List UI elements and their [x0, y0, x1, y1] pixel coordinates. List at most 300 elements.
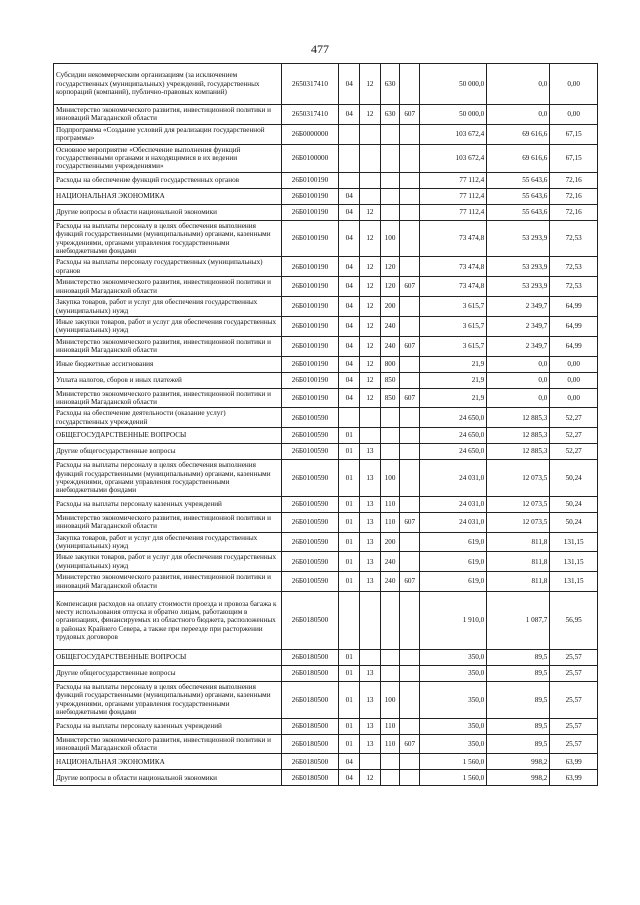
cell-subsection: 13 — [360, 532, 381, 552]
cell-code: 26Б0100590 — [281, 552, 339, 572]
cell-code: 26Б0100190 — [281, 188, 339, 204]
cell-section: 01 — [339, 666, 360, 682]
cell-subsection — [360, 124, 381, 144]
cell-ministry-code: 607 — [400, 734, 420, 754]
cell-executed: 998,2 — [487, 770, 550, 786]
table-row — [54, 592, 598, 650]
table-row — [54, 532, 598, 552]
cell-code: 26Б0100590 — [281, 512, 339, 532]
cell-executed: 53 293,9 — [487, 220, 550, 257]
cell-ministry-code — [400, 666, 420, 682]
cell-name: НАЦИОНАЛЬНАЯ ЭКОНОМИКА — [54, 754, 282, 770]
cell-executed: 12 885,3 — [487, 408, 550, 428]
cell-code: 26Б0100190 — [281, 277, 339, 297]
cell-code: 26Б0100000 — [281, 144, 339, 172]
cell-ministry-code — [400, 460, 420, 497]
cell-ministry-code — [400, 552, 420, 572]
cell-planned: 24 650,0 — [420, 428, 487, 444]
cell-section: 04 — [339, 356, 360, 372]
cell-section: 04 — [339, 105, 360, 125]
cell-ministry-code — [400, 124, 420, 144]
cell-expense-type: 100 — [380, 460, 400, 497]
cell-percent: 64,99 — [550, 297, 598, 317]
cell-subsection: 13 — [360, 512, 381, 532]
cell-code: 26Б0180500 — [281, 650, 339, 666]
cell-section: 01 — [339, 682, 360, 719]
cell-percent: 72,53 — [550, 257, 598, 277]
cell-percent: 25,57 — [550, 650, 598, 666]
cell-planned: 3 615,7 — [420, 297, 487, 317]
cell-expense-type — [380, 124, 400, 144]
cell-name: Министерство экономического развития, инвестиционной политики и инноваций Магаданской области — [54, 277, 282, 297]
cell-percent: 131,15 — [550, 552, 598, 572]
cell-executed: 89,5 — [487, 650, 550, 666]
cell-executed: 55 643,6 — [487, 204, 550, 220]
cell-expense-type: 240 — [380, 336, 400, 356]
cell-code: 26Б0100190 — [281, 172, 339, 188]
cell-subsection: 12 — [360, 316, 381, 336]
cell-name: Министерство экономического развития, инвестиционной политики и инноваций Магаданской области — [54, 388, 282, 408]
cell-percent: 50,24 — [550, 460, 598, 497]
cell-executed: 2 349,7 — [487, 316, 550, 336]
cell-section: 04 — [339, 770, 360, 786]
cell-planned: 350,0 — [420, 682, 487, 719]
cell-executed: 811,8 — [487, 552, 550, 572]
table-row — [54, 124, 598, 144]
cell-percent: 72,16 — [550, 172, 598, 188]
cell-section: 04 — [339, 277, 360, 297]
cell-code: 26Б0180500 — [281, 666, 339, 682]
cell-code: 26Б0100190 — [281, 356, 339, 372]
cell-expense-type: 630 — [380, 64, 400, 105]
cell-ministry-code — [400, 257, 420, 277]
cell-percent: 0,00 — [550, 372, 598, 388]
cell-section: 01 — [339, 460, 360, 497]
table-row — [54, 257, 598, 277]
cell-code: 26Б0100190 — [281, 297, 339, 317]
cell-code: 26Б0180500 — [281, 682, 339, 719]
cell-section: 01 — [339, 552, 360, 572]
table-row — [54, 770, 598, 786]
cell-section: 04 — [339, 297, 360, 317]
cell-subsection: 13 — [360, 444, 381, 460]
cell-planned: 77 112,4 — [420, 204, 487, 220]
cell-executed: 0,0 — [487, 388, 550, 408]
cell-name: Расходы на выплаты персоналу в целях обеспечения выполнения функций государственными (муниципальными) органами, казенными учреждениями, органами управления государственными внебюджетными фондами — [54, 220, 282, 257]
cell-ministry-code — [400, 316, 420, 336]
table-row — [54, 297, 598, 317]
cell-ministry-code — [400, 444, 420, 460]
cell-ministry-code — [400, 144, 420, 172]
cell-expense-type: 240 — [380, 316, 400, 336]
cell-section: 04 — [339, 316, 360, 336]
table-row — [54, 64, 598, 105]
cell-planned: 24 650,0 — [420, 408, 487, 428]
table-row — [54, 388, 598, 408]
cell-section: 01 — [339, 650, 360, 666]
cell-section: 01 — [339, 572, 360, 592]
cell-planned: 24 650,0 — [420, 444, 487, 460]
cell-code: 26Б0180500 — [281, 592, 339, 650]
cell-expense-type — [380, 754, 400, 770]
cell-section: 04 — [339, 64, 360, 105]
cell-section — [339, 124, 360, 144]
cell-expense-type — [380, 666, 400, 682]
cell-expense-type: 240 — [380, 572, 400, 592]
cell-section: 01 — [339, 496, 360, 512]
cell-executed: 12 073,5 — [487, 496, 550, 512]
cell-code: 26Б0100590 — [281, 408, 339, 428]
table-row — [54, 316, 598, 336]
cell-percent: 25,57 — [550, 718, 598, 734]
cell-subsection — [360, 428, 381, 444]
table-row — [54, 336, 598, 356]
budget-table-body — [54, 64, 598, 786]
cell-subsection: 13 — [360, 460, 381, 497]
cell-percent: 67,15 — [550, 144, 598, 172]
cell-executed: 89,5 — [487, 666, 550, 682]
cell-executed: 12 073,5 — [487, 512, 550, 532]
cell-name: Расходы на выплаты персоналу казенных учреждений — [54, 496, 282, 512]
cell-executed: 69 616,6 — [487, 124, 550, 144]
cell-percent: 64,99 — [550, 336, 598, 356]
cell-planned: 50 000,0 — [420, 105, 487, 125]
cell-subsection — [360, 754, 381, 770]
cell-executed: 12 073,5 — [487, 460, 550, 497]
cell-code: 26Б0100190 — [281, 257, 339, 277]
cell-subsection — [360, 172, 381, 188]
cell-name: Министерство экономического развития, инвестиционной политики и инноваций Магаданской области — [54, 512, 282, 532]
cell-section: 01 — [339, 532, 360, 552]
cell-name: Расходы на выплаты персоналу государственных (муниципальных) органов — [54, 257, 282, 277]
cell-planned: 3 615,7 — [420, 336, 487, 356]
cell-ministry-code — [400, 682, 420, 719]
cell-subsection: 13 — [360, 552, 381, 572]
cell-planned: 24 031,0 — [420, 512, 487, 532]
table-row — [54, 650, 598, 666]
cell-code: 26Б0100190 — [281, 388, 339, 408]
cell-percent: 52,27 — [550, 428, 598, 444]
table-row — [54, 144, 598, 172]
table-row — [54, 172, 598, 188]
cell-subsection: 13 — [360, 718, 381, 734]
cell-percent: 0,00 — [550, 356, 598, 372]
cell-section: 04 — [339, 257, 360, 277]
cell-name: Расходы на выплаты персоналу казенных учреждений — [54, 718, 282, 734]
cell-section: 04 — [339, 388, 360, 408]
cell-expense-type — [380, 444, 400, 460]
cell-ministry-code — [400, 532, 420, 552]
cell-ministry-code — [400, 592, 420, 650]
cell-subsection: 12 — [360, 64, 381, 105]
cell-section: 04 — [339, 754, 360, 770]
table-row — [54, 512, 598, 532]
cell-percent: 25,57 — [550, 666, 598, 682]
table-row — [54, 444, 598, 460]
cell-expense-type: 110 — [380, 718, 400, 734]
cell-percent: 131,15 — [550, 532, 598, 552]
cell-subsection: 13 — [360, 734, 381, 754]
cell-subsection: 12 — [360, 220, 381, 257]
cell-name: Уплата налогов, сборов и иных платежей — [54, 372, 282, 388]
cell-planned: 619,0 — [420, 572, 487, 592]
cell-name: ОБЩЕГОСУДАРСТВЕННЫЕ ВОПРОСЫ — [54, 650, 282, 666]
cell-name: Министерство экономического развития, инвестиционной политики и инноваций Магаданской области — [54, 734, 282, 754]
cell-name: Расходы на выплаты персоналу в целях обеспечения выполнения функций государственными (муниципальными) органами, казенными учреждениями, органами управления государственными внебюджетными фондами — [54, 460, 282, 497]
cell-planned: 73 474,8 — [420, 257, 487, 277]
cell-expense-type: 110 — [380, 512, 400, 532]
cell-subsection: 12 — [360, 770, 381, 786]
cell-executed: 53 293,9 — [487, 257, 550, 277]
cell-planned: 77 112,4 — [420, 172, 487, 188]
cell-expense-type: 120 — [380, 277, 400, 297]
cell-subsection: 12 — [360, 336, 381, 356]
cell-subsection: 13 — [360, 666, 381, 682]
cell-executed: 0,0 — [487, 372, 550, 388]
cell-ministry-code — [400, 297, 420, 317]
cell-ministry-code — [400, 408, 420, 428]
cell-name: Министерство экономического развития, инвестиционной политики и инноваций Магаданской области — [54, 572, 282, 592]
cell-percent: 72,53 — [550, 220, 598, 257]
cell-section: 01 — [339, 734, 360, 754]
cell-ministry-code: 607 — [400, 336, 420, 356]
cell-planned: 73 474,8 — [420, 220, 487, 257]
cell-subsection — [360, 650, 381, 666]
cell-percent: 50,24 — [550, 496, 598, 512]
cell-executed: 55 643,6 — [487, 172, 550, 188]
cell-executed: 2 349,7 — [487, 336, 550, 356]
cell-percent: 25,57 — [550, 682, 598, 719]
cell-subsection: 12 — [360, 105, 381, 125]
cell-planned: 350,0 — [420, 650, 487, 666]
cell-code: 2650317410 — [281, 105, 339, 125]
cell-code: 26Б0100590 — [281, 460, 339, 497]
cell-ministry-code — [400, 64, 420, 105]
cell-ministry-code — [400, 372, 420, 388]
cell-expense-type — [380, 592, 400, 650]
cell-expense-type: 100 — [380, 682, 400, 719]
cell-subsection: 12 — [360, 277, 381, 297]
cell-section — [339, 592, 360, 650]
cell-subsection: 13 — [360, 682, 381, 719]
cell-executed: 811,8 — [487, 532, 550, 552]
cell-executed: 69 616,6 — [487, 144, 550, 172]
cell-subsection: 12 — [360, 297, 381, 317]
table-row — [54, 220, 598, 257]
table-row — [54, 754, 598, 770]
table-row — [54, 105, 598, 125]
table-row — [54, 666, 598, 682]
cell-ministry-code: 607 — [400, 572, 420, 592]
cell-subsection: 12 — [360, 257, 381, 277]
cell-name: Иные закупки товаров, работ и услуг для обеспечения государственных (муниципальных) нужд — [54, 316, 282, 336]
cell-percent: 0,00 — [550, 64, 598, 105]
cell-code: 2650317410 — [281, 64, 339, 105]
cell-name: Расходы на обеспечение деятельности (оказание услуг) государственных учреждений — [54, 408, 282, 428]
cell-expense-type: 850 — [380, 372, 400, 388]
cell-section: 04 — [339, 204, 360, 220]
cell-section: 01 — [339, 444, 360, 460]
cell-planned: 350,0 — [420, 734, 487, 754]
cell-section: 04 — [339, 188, 360, 204]
cell-name: Основное мероприятие «Обеспечение выполнения функций государственными органами и находящимися в их ведении государственными учреждениями» — [54, 144, 282, 172]
cell-percent: 63,99 — [550, 754, 598, 770]
cell-executed: 89,5 — [487, 734, 550, 754]
cell-planned: 77 112,4 — [420, 188, 487, 204]
cell-code: 26Б0100590 — [281, 496, 339, 512]
cell-expense-type — [380, 144, 400, 172]
cell-expense-type — [380, 770, 400, 786]
cell-subsection — [360, 592, 381, 650]
table-row — [54, 188, 598, 204]
cell-ministry-code — [400, 356, 420, 372]
cell-ministry-code — [400, 204, 420, 220]
cell-planned: 350,0 — [420, 718, 487, 734]
cell-section: 01 — [339, 428, 360, 444]
cell-percent: 0,00 — [550, 105, 598, 125]
cell-code: 26Б0100190 — [281, 372, 339, 388]
cell-expense-type — [380, 172, 400, 188]
cell-section: 01 — [339, 512, 360, 532]
cell-ministry-code — [400, 650, 420, 666]
cell-expense-type — [380, 204, 400, 220]
table-row — [54, 372, 598, 388]
cell-code: 26Б0100590 — [281, 532, 339, 552]
cell-code: 26Б0180500 — [281, 734, 339, 754]
cell-executed: 89,5 — [487, 718, 550, 734]
cell-ministry-code — [400, 754, 420, 770]
table-row — [54, 734, 598, 754]
cell-name: Подпрограмма «Создание условий для реализации государственной программы» — [54, 124, 282, 144]
cell-executed: 0,0 — [487, 356, 550, 372]
cell-executed: 998,2 — [487, 754, 550, 770]
cell-code: 26Б0100590 — [281, 444, 339, 460]
cell-percent: 52,27 — [550, 408, 598, 428]
cell-name: Министерство экономического развития, инвестиционной политики и инноваций Магаданской области — [54, 336, 282, 356]
cell-planned: 1 910,0 — [420, 592, 487, 650]
cell-name: Закупка товаров, работ и услуг для обеспечения государственных (муниципальных) нужд — [54, 532, 282, 552]
cell-subsection: 12 — [360, 388, 381, 408]
cell-code: 26Б0000000 — [281, 124, 339, 144]
table-row — [54, 682, 598, 719]
cell-planned: 619,0 — [420, 532, 487, 552]
cell-ministry-code: 607 — [400, 388, 420, 408]
cell-expense-type — [380, 408, 400, 428]
table-row — [54, 552, 598, 572]
cell-percent: 67,15 — [550, 124, 598, 144]
cell-code: 26Б0180500 — [281, 718, 339, 734]
table-row — [54, 496, 598, 512]
cell-ministry-code — [400, 428, 420, 444]
cell-planned: 350,0 — [420, 666, 487, 682]
cell-name: Иные закупки товаров, работ и услуг для обеспечения государственных (муниципальных) нужд — [54, 552, 282, 572]
cell-code: 26Б0100190 — [281, 220, 339, 257]
cell-ministry-code — [400, 496, 420, 512]
cell-expense-type: 110 — [380, 734, 400, 754]
table-row — [54, 460, 598, 497]
cell-percent: 56,95 — [550, 592, 598, 650]
cell-code: 26Б0180500 — [281, 754, 339, 770]
cell-ministry-code — [400, 718, 420, 734]
cell-name: Министерство экономического развития, инвестиционной политики и инноваций Магаданской области — [54, 105, 282, 125]
cell-planned: 50 000,0 — [420, 64, 487, 105]
cell-subsection: 13 — [360, 496, 381, 512]
table-row — [54, 204, 598, 220]
cell-name: ОБЩЕГОСУДАРСТВЕННЫЕ ВОПРОСЫ — [54, 428, 282, 444]
cell-percent: 50,24 — [550, 512, 598, 532]
cell-percent: 72,53 — [550, 277, 598, 297]
cell-percent: 64,99 — [550, 316, 598, 336]
cell-subsection — [360, 144, 381, 172]
cell-executed: 53 293,9 — [487, 277, 550, 297]
cell-executed: 89,5 — [487, 682, 550, 719]
cell-expense-type: 110 — [380, 496, 400, 512]
cell-subsection: 12 — [360, 356, 381, 372]
cell-code: 26Б0100190 — [281, 316, 339, 336]
cell-executed: 811,8 — [487, 572, 550, 592]
cell-percent: 52,27 — [550, 444, 598, 460]
cell-percent: 0,00 — [550, 388, 598, 408]
cell-name: Другие общегосударственные вопросы — [54, 666, 282, 682]
cell-ministry-code — [400, 770, 420, 786]
cell-executed: 55 643,6 — [487, 188, 550, 204]
cell-name: Закупка товаров, работ и услуг для обеспечения государственных (муниципальных) нужд — [54, 297, 282, 317]
cell-code: 26Б0100590 — [281, 428, 339, 444]
cell-section: 04 — [339, 220, 360, 257]
cell-code: 26Б0180500 — [281, 770, 339, 786]
cell-section: 04 — [339, 372, 360, 388]
cell-expense-type: 240 — [380, 552, 400, 572]
cell-ministry-code: 607 — [400, 512, 420, 532]
cell-percent: 63,99 — [550, 770, 598, 786]
cell-planned: 24 031,0 — [420, 496, 487, 512]
cell-planned: 3 615,7 — [420, 316, 487, 336]
cell-planned: 21,9 — [420, 388, 487, 408]
table-row — [54, 356, 598, 372]
cell-name: Иные бюджетные ассигнования — [54, 356, 282, 372]
cell-section — [339, 172, 360, 188]
cell-expense-type — [380, 650, 400, 666]
cell-executed: 2 349,7 — [487, 297, 550, 317]
cell-expense-type: 850 — [380, 388, 400, 408]
cell-planned: 73 474,8 — [420, 277, 487, 297]
cell-executed: 1 087,7 — [487, 592, 550, 650]
cell-expense-type: 100 — [380, 220, 400, 257]
cell-name: Расходы на выплаты персоналу в целях обеспечения выполнения функций государственными (муниципальными) органами, казенными учреждениями, органами управления государственными внебюджетными фондами — [54, 682, 282, 719]
cell-ministry-code — [400, 172, 420, 188]
table-row — [54, 718, 598, 734]
cell-ministry-code: 607 — [400, 105, 420, 125]
cell-expense-type: 800 — [380, 356, 400, 372]
cell-planned: 103 672,4 — [420, 144, 487, 172]
cell-expense-type: 630 — [380, 105, 400, 125]
cell-planned: 103 672,4 — [420, 124, 487, 144]
cell-subsection: 13 — [360, 572, 381, 592]
cell-code: 26Б0100190 — [281, 336, 339, 356]
cell-executed: 0,0 — [487, 64, 550, 105]
cell-planned: 619,0 — [420, 552, 487, 572]
cell-expense-type: 120 — [380, 257, 400, 277]
cell-subsection: 12 — [360, 372, 381, 388]
cell-percent: 72,16 — [550, 204, 598, 220]
cell-section — [339, 144, 360, 172]
cell-ministry-code — [400, 188, 420, 204]
table-row — [54, 428, 598, 444]
cell-name: Другие вопросы в области национальной экономики — [54, 204, 282, 220]
cell-name: Компенсация расходов на оплату стоимости проезда и провоза багажа к месту использования отпуска и обратно лицам, работающим в организациях, финансируемых из областного бюджета, расположенных в районах Крайнего Севера, а также при переезде при расторжении трудовых договоров — [54, 592, 282, 650]
cell-subsection — [360, 188, 381, 204]
cell-executed: 0,0 — [487, 105, 550, 125]
